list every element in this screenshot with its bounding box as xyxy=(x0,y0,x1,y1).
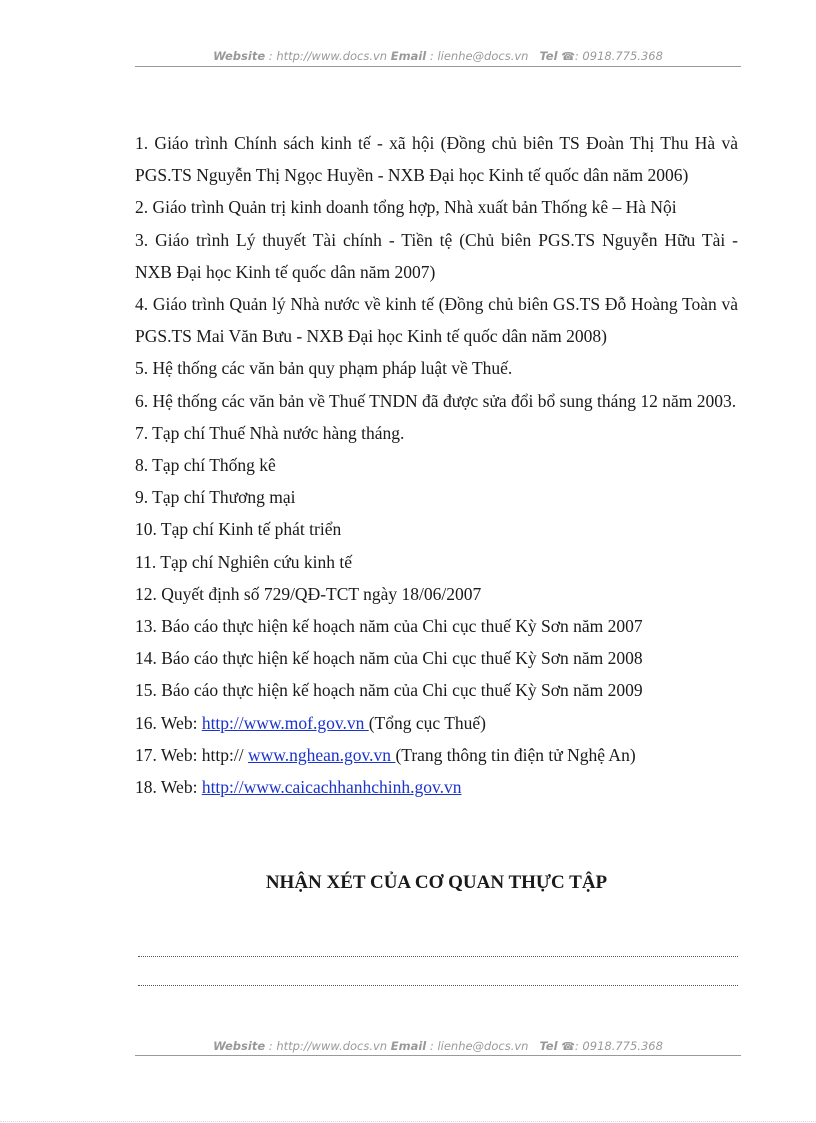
reference-item: 9. Tạp chí Thương mại xyxy=(135,487,296,508)
nghean-link[interactable]: www.nghean.gov.vn xyxy=(248,744,396,765)
reference-item-web xyxy=(135,707,738,739)
page-header xyxy=(135,48,741,65)
reference-prefix: 18. Web: xyxy=(135,777,202,798)
dotted-line xyxy=(138,985,738,986)
website-url[interactable]: http://www.docs.vn xyxy=(276,1039,388,1053)
website-url[interactable]: http://www.docs.vn xyxy=(276,49,388,63)
reference-item: 2. Giáo trình Quản trị kinh doanh tổng hợp, Nhà xuất bản Thống kê – Hà Nội xyxy=(135,197,677,218)
email-separator: : xyxy=(426,49,438,63)
tel-value: : 0918.775.368 xyxy=(574,49,663,63)
reference-suffix: (Tổng cục Thuế) xyxy=(368,712,486,733)
email-label: Email xyxy=(390,49,427,63)
phone-icon: ☎ xyxy=(561,50,575,63)
reference-item: 7. Tạp chí Thuế Nhà nước hàng tháng. xyxy=(135,422,405,443)
website-separator: : xyxy=(265,49,277,63)
website-label: Website xyxy=(213,49,266,63)
reference-item: 10. Tạp chí Kinh tế phát triển xyxy=(135,519,342,540)
page-edge xyxy=(0,1121,816,1122)
tel-label: Tel xyxy=(539,49,558,63)
reference-list xyxy=(135,127,738,803)
tel-label: Tel xyxy=(539,1039,558,1053)
section-heading: NHẬN XÉT CỦA CƠ QUAN THỰC TẬP xyxy=(265,872,608,893)
reference-item: 3. Giáo trình Lý thuyết Tài chính - Tiền tệ (Chủ biên PGS.TS Nguyễn Hữu Tài - NXB Đại học Kinh tế quốc dân năm 2007) xyxy=(135,229,738,282)
reference-item: 8. Tạp chí Thống kê xyxy=(135,455,276,476)
email-value[interactable]: lienhe@docs.vn xyxy=(437,49,529,63)
tel-value: : 0918.775.368 xyxy=(574,1039,663,1053)
website-separator: : xyxy=(265,1039,277,1053)
footer-rule xyxy=(135,1055,741,1056)
reference-item-web xyxy=(135,771,738,803)
reference-prefix: 17. Web: http:// xyxy=(135,744,248,765)
caicachhanhchinh-link[interactable]: http://www.caicachhanhchinh.gov.vn xyxy=(201,777,462,798)
reference-item: 1. Giáo trình Chính sách kinh tế - xã hội (Đồng chủ biên TS Đoàn Thị Thu Hà và PGS.TS Nguyễn Thị Ngọc Huyền - NXB Đại học Kinh tế quốc dân năm 2006) xyxy=(135,133,738,186)
dotted-line xyxy=(138,956,738,957)
phone-icon: ☎ xyxy=(561,1040,575,1053)
page-footer xyxy=(135,1038,741,1055)
header-rule xyxy=(135,66,741,67)
email-separator: : xyxy=(426,1039,438,1053)
reference-item: 13. Báo cáo thực hiện kế hoạch năm của Chi cục thuế Kỳ Sơn năm 2007 xyxy=(135,616,643,637)
reference-suffix: (Trang thông tin điện tử Nghệ An) xyxy=(395,744,636,765)
reference-item: 14. Báo cáo thực hiện kế hoạch năm của Chi cục thuế Kỳ Sơn năm 2008 xyxy=(135,648,643,669)
reference-item: 6. Hệ thống các văn bản về Thuế TNDN đã được sửa đổi bổ sung tháng 12 năm 2003. xyxy=(135,390,737,411)
reference-item: 5. Hệ thống các văn bản quy phạm pháp luật về Thuế. xyxy=(135,358,513,379)
reference-item: 15. Báo cáo thực hiện kế hoạch năm của Chi cục thuế Kỳ Sơn năm 2009 xyxy=(135,680,643,701)
mof-link[interactable]: http://www.mof.gov.vn xyxy=(201,712,369,733)
email-value[interactable]: lienhe@docs.vn xyxy=(437,1039,529,1053)
reference-item: 11. Tạp chí Nghiên cứu kinh tế xyxy=(135,551,353,572)
website-label: Website xyxy=(213,1039,266,1053)
email-label: Email xyxy=(390,1039,427,1053)
reference-item: 12. Quyết định số 729/QĐ-TCT ngày 18/06/2007 xyxy=(135,583,482,604)
reference-item: 4. Giáo trình Quản lý Nhà nước về kinh tế (Đồng chủ biên GS.TS Đỗ Hoàng Toàn và PGS.TS Mai Văn Bưu - NXB Đại học Kinh tế quốc dân năm 2008) xyxy=(135,294,738,347)
reference-item-web xyxy=(135,739,738,771)
reference-prefix: 16. Web: xyxy=(135,712,202,733)
